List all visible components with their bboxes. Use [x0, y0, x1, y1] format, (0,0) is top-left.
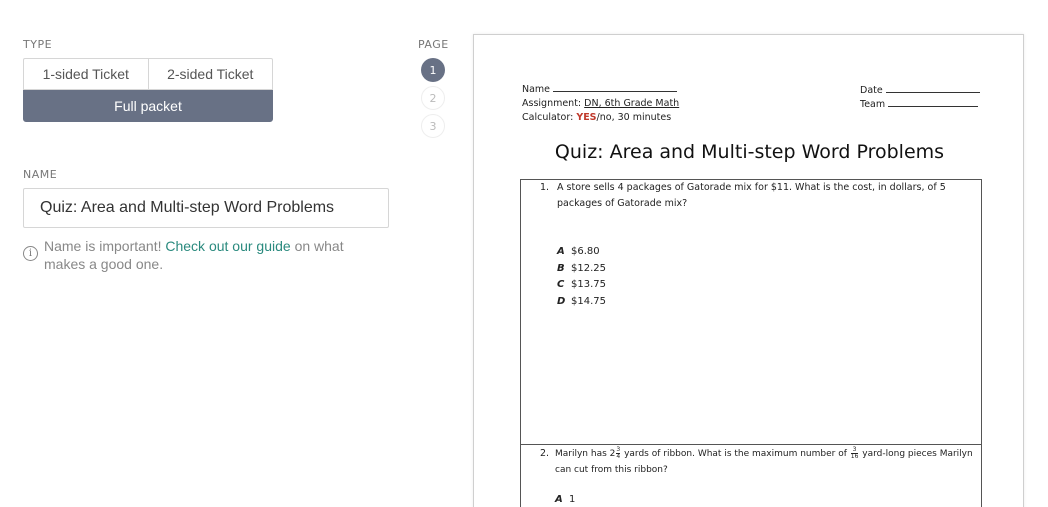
doc-name-line: [522, 83, 677, 97]
q1-option-b-text: $12.25: [571, 263, 606, 274]
q2-option-a-letter: A: [555, 494, 563, 505]
name-hint: [23, 237, 383, 273]
q1-option-c-letter: C: [557, 279, 565, 290]
q1-option-a: [557, 244, 600, 260]
q1-option-c-text: $13.75: [571, 279, 606, 290]
q1-number: 1.: [540, 182, 550, 193]
doc-calculator-rest: /no, 30 minutes: [596, 112, 672, 123]
doc-title: Quiz: Area and Multi-step Word Problems: [554, 141, 945, 163]
page-label: PAGE: [418, 38, 449, 51]
q2-frac1-num: 3: [616, 446, 621, 453]
doc-team-label: Team: [860, 99, 886, 110]
doc-date-line: [860, 84, 980, 98]
q1-option-a-letter: A: [557, 246, 565, 257]
two-sided-ticket-button[interactable]: 2-sided Ticket: [148, 58, 274, 90]
doc-date-label: Date: [860, 85, 883, 96]
doc-name-label: Name: [522, 84, 551, 95]
hint-prefix: Name is important!: [44, 238, 162, 254]
q2-frac2-num: 3: [852, 446, 857, 453]
hint-suffix: on what makes a good one.: [44, 238, 344, 272]
guide-link[interactable]: Check out our guide: [165, 238, 291, 254]
doc-assignment-label: Assignment:: [522, 98, 582, 109]
page-1-button[interactable]: 1: [421, 58, 445, 82]
full-packet-button[interactable]: Full packet: [23, 90, 273, 122]
name-label: NAME: [23, 168, 58, 181]
q1-option-d: [557, 294, 606, 310]
q2-fraction-2: [851, 447, 859, 460]
q1-option-d-text: $14.75: [571, 296, 606, 307]
q2-frac2-den: 16: [850, 453, 859, 460]
q2-number: 2.: [540, 448, 550, 459]
doc-calculator-yes: YES: [576, 112, 597, 123]
date-blank: [886, 84, 980, 93]
team-blank: [888, 98, 978, 107]
q2-frac1-den: 4: [616, 453, 621, 460]
q2-text-b: yards of ribbon. What is the maximum number of: [624, 449, 847, 459]
doc-calculator-line: [522, 111, 671, 125]
name-blank: [553, 83, 677, 92]
q1-option-a-text: $6.80: [571, 246, 600, 257]
q1-text: A store sells 4 packages of Gatorade mix for $11. What is the cost, in dollars, of 5 packages of Gatorade mix?: [557, 182, 946, 209]
document-preview: [473, 34, 1024, 507]
doc-team-line: [860, 98, 978, 112]
doc-calculator-label: Calculator:: [522, 112, 574, 123]
q2-fraction-1: [616, 447, 620, 460]
doc-assignment-value: DN, 6th Grade Math: [584, 98, 680, 109]
one-sided-ticket-button[interactable]: 1-sided Ticket: [23, 58, 148, 90]
type-selector: [23, 58, 273, 122]
doc-assignment-line: [522, 97, 679, 111]
q2-option-a: [555, 492, 575, 507]
q2-option-a-text: 1: [569, 494, 576, 505]
q1-option-b: [557, 261, 606, 277]
info-icon: i: [23, 246, 38, 261]
type-label: TYPE: [23, 38, 53, 51]
name-input[interactable]: [23, 188, 389, 228]
q2-text-a: Marilyn has 2: [555, 449, 616, 459]
q2-text-c: yard-long pieces Marilyn can cut from this ribbon?: [555, 449, 973, 475]
page-2-button[interactable]: 2: [421, 86, 445, 110]
q1-option-b-letter: B: [557, 263, 565, 274]
question-1-box: [520, 179, 982, 445]
q1-option-c: [557, 277, 606, 293]
q1-option-d-letter: D: [557, 296, 566, 307]
page-3-button[interactable]: 3: [421, 114, 445, 138]
q2-text: [555, 446, 980, 478]
name-hint-text: [44, 237, 364, 273]
